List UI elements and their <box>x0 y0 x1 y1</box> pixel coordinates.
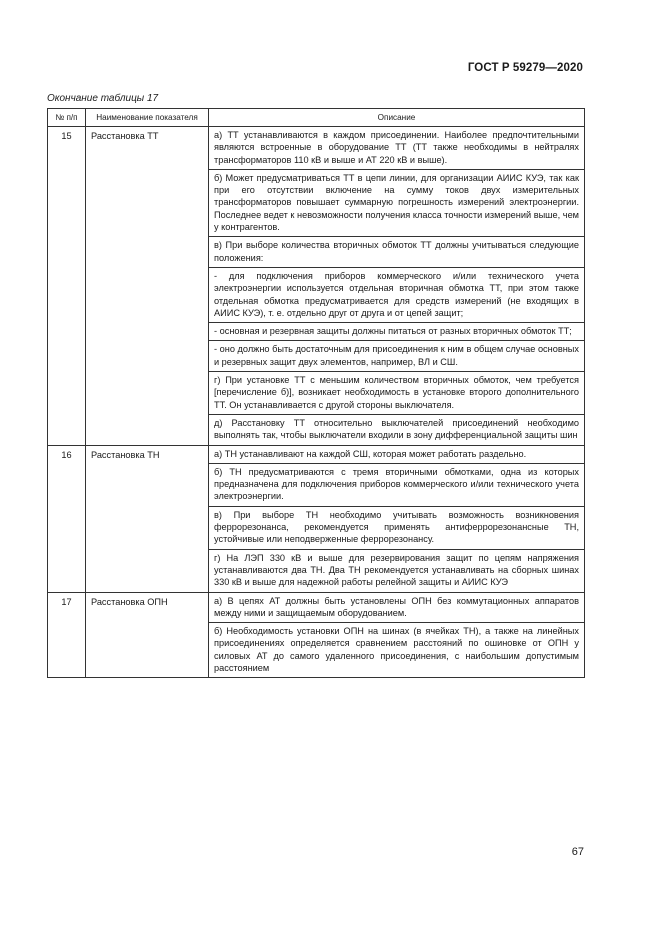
page-number: 67 <box>571 846 584 858</box>
row-name: Расстановка ТТ <box>86 127 209 446</box>
description-paragraph: а) ТТ устанавливаются в каждом присоединении. Наиболее предпочтительными являются встроенные в оборудование ТТ (ТТ также необходимы в нейтралях трансформаторов 110 кВ и выше и АТ 220 кВ и выше). <box>209 127 584 170</box>
description-paragraph: д) Расстановку ТТ относительно выключателей присоединений необходимо выполнять так, чтобы выключатели входили в зону дифференциальной защиты шин <box>214 417 579 441</box>
table-row <box>48 592 585 678</box>
header-name: Наименование показателя <box>86 109 209 127</box>
row-description <box>209 592 585 678</box>
document-standard-code: ГОСТ Р 59279—2020 <box>467 62 583 74</box>
row-name: Расстановка ОПН <box>86 592 209 678</box>
description-paragraph: - основная и резервная защиты должны питаться от разных вторичных обмоток ТТ; <box>209 323 584 341</box>
header-desc: Описание <box>209 109 585 127</box>
specification-table <box>47 108 585 678</box>
description-paragraph: б) ТН предусматриваются с тремя вторичными обмотками, одна из которых предназначена для подключения приборов коммерческого и/или технического учета электроэнергии. <box>209 464 584 507</box>
description-paragraph: а) В цепях АТ должны быть установлены ОПН без коммутационных аппаратов между ними и защищаемым оборудованием. <box>209 593 584 624</box>
description-paragraph: - оно должно быть достаточным для присоединения к ним в общем случае основных и резервных защит двух элементов, например, ВЛ и СШ. <box>209 341 584 372</box>
description-paragraph: г) На ЛЭП 330 кВ и выше для резервирования защит по цепям напряжения устанавливаются два ТН. Два ТН рекомендуется устанавливать на сборных шинах 330 кВ и выше для надежной работы релейной защиты и АИИС КУЭ <box>214 552 579 588</box>
table-row <box>48 127 585 446</box>
description-paragraph: б) Необходимость установки ОПН на шинах (в ячейках ТН), а также на линейных присоединениях определяется сравнением расстояний по ошиновке от ОПН у силовых АТ до самого удаленного присоединения, с наибольшим допустимым расстоянием <box>214 626 579 673</box>
table-row <box>48 445 585 592</box>
row-description <box>209 445 585 592</box>
header-num: № п/п <box>48 109 86 127</box>
row-description <box>209 127 585 446</box>
row-num: 15 <box>48 127 86 446</box>
table-caption: Окончание таблицы 17 <box>47 93 159 104</box>
description-paragraph: б) Может предусматриваться ТТ в цепи линии, для организации АИИС КУЭ, так как при его отсутствии включение на сумму токов двух измерительных трансформаторов повышает суммарную погрешность измерений электроэнергии. Последнее ведет к невозможности получения класса точности измерений выше, чем у контрагентов. <box>209 170 584 237</box>
description-paragraph: а) ТН устанавливают на каждой СШ, которая может работать раздельно. <box>209 446 584 464</box>
description-paragraph: в) При выборе количества вторичных обмоток ТТ должны учитываться следующие положения: <box>209 237 584 268</box>
description-paragraph: в) При выборе ТН необходимо учитывать возможность возникновения феррорезонанса, рекомендуется применять антиферрорезонансные ТН, устойчивые или неподверженные феррорезонансу. <box>209 507 584 550</box>
row-num: 17 <box>48 592 86 678</box>
description-paragraph: - для подключения приборов коммерческого и/или технического учета электроэнергии используется отдельная вторичная обмотка ТТ, при этом также отдельная обмотка предусматривается для средств измерений (не входящих в АИИС КУЭ), т. е. отдельно друг от друга и от цепей защит; <box>209 268 584 323</box>
row-num: 16 <box>48 445 86 592</box>
description-paragraph: г) При установке ТТ с меньшим количеством вторичных обмоток, чем требуется [перечисление б)], возникает необходимость в установке второго дополнительного ТТ. Он устанавливается с другой стороны выключателя. <box>209 372 584 415</box>
table-header-row <box>48 109 585 127</box>
row-name: Расстановка ТН <box>86 445 209 592</box>
